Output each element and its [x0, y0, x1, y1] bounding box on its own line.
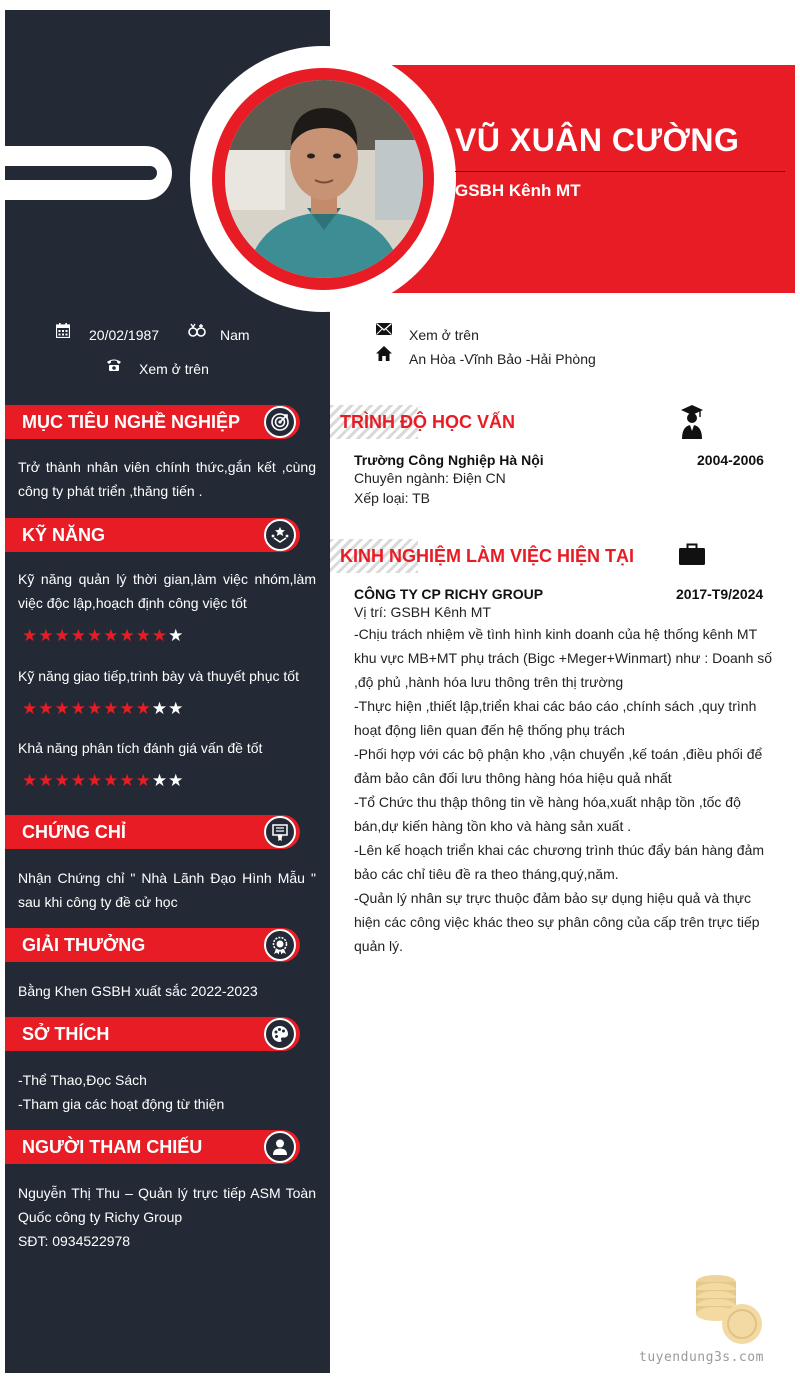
- dob-value: 20/02/1987: [89, 327, 160, 343]
- skill-2-label: Kỹ năng giao tiếp,trình bày và thuyết phục tốt: [18, 668, 299, 684]
- watermark-text: tuyendung3s.com: [639, 1350, 764, 1365]
- experience-period: 2017-T9/2024: [676, 586, 764, 602]
- certificates-text: Nhận Chứng chỉ " Nhà Lãnh Đạo Hình Mẫu " sau khi công ty đề cử học: [18, 870, 316, 910]
- gender-icon: [188, 323, 206, 343]
- education-major: Chuyên ngành: Điện CN: [354, 470, 506, 486]
- mail-icon: [376, 322, 392, 340]
- certificates-title: CHỨNG CHỈ: [22, 822, 126, 842]
- palette-icon: [264, 1018, 296, 1050]
- person-icon: [264, 1131, 296, 1163]
- awards-text: Bằng Khen GSBH xuất sắc 2022-2023: [18, 983, 258, 999]
- coins-logo-icon: [688, 1272, 768, 1353]
- experience-title: KINH NGHIỆM LÀM VIỆC HIỆN TẠI: [340, 546, 635, 566]
- duty-item: -Quản lý nhân sự trực thuộc đảm bảo sự dụng hiệu quả và thực hiện các công việc khác theo sự phân công của cấp trên trực tiếp quản lý.: [354, 890, 760, 954]
- gender-value: Nam: [220, 327, 250, 343]
- education-title: TRÌNH ĐỘ HỌC VẤN: [340, 412, 515, 432]
- profile-photo: [225, 80, 423, 278]
- duty-item: -Tổ Chức thu thập thông tin về hàng hóa,xuất nhập tồn ,tốc độ bán,dự kiến hàng tồn kho và hàng sản xuất .: [354, 794, 741, 834]
- skill-1-label: Kỹ năng quản lý thời gian,làm việc nhóm,làm việc độc lập,hoạch định công việc tốt: [18, 571, 316, 611]
- email-value: Xem ở trên: [409, 327, 479, 343]
- reference-phone: SĐT: 0934522978: [18, 1233, 131, 1249]
- education-period: 2004-2006: [697, 452, 764, 468]
- skill-1-rating: ★★★★★★★★★★: [22, 626, 185, 645]
- name-divider: [455, 171, 785, 172]
- decor-pill-inner: [5, 166, 157, 180]
- school-name: Trường Công Nghiệp Hà Nội: [354, 452, 544, 468]
- objective-text: Trở thành nhân viên chính thức,gắn kết ,cùng công ty phát triển ,thăng tiến .: [18, 459, 316, 499]
- hobby-1: -Thể Thao,Đọc Sách: [18, 1072, 147, 1088]
- awards-title: GIẢI THƯỞNG: [22, 935, 146, 955]
- duty-item: -Lên kế hoạch triển khai các chương trình thúc đẩy bán hàng đảm bảo các chỉ tiêu đề ra theo tháng,quý,năm.: [354, 842, 765, 882]
- skill-3-rating: ★★★★★★★★★★: [22, 771, 185, 790]
- duties-list: [354, 622, 774, 958]
- education-grade: Xếp loại: TB: [354, 490, 431, 506]
- calendar-icon: [56, 323, 70, 343]
- award-icon: [264, 929, 296, 961]
- skill-2-rating: ★★★★★★★★★★: [22, 699, 185, 718]
- duty-item: -Chịu trách nhiệm về tình hình kinh doanh của hệ thống kênh MT khu vực MB+MT phụ trách (Bigc +Meger+Winmart) như : Doanh số ,độ phủ ,hành hóa lưu thông trên thị trường: [354, 626, 773, 690]
- candidate-name: VŨ XUÂN CƯỜNG: [455, 122, 740, 158]
- reference-text: Nguyễn Thị Thu – Quản lý trực tiếp ASM Toàn Quốc công ty Richy Group: [18, 1185, 316, 1225]
- duty-item: -Thực hiện ,thiết lập,triển khai các báo cáo ,chính sách ,quy trình hoạt động liên quan đến hệ thống phụ trách: [354, 698, 757, 738]
- skill-3-label: Khả năng phân tích đánh giá vấn đề tốt: [18, 740, 263, 756]
- home-icon: [376, 346, 392, 366]
- skills-icon: [264, 519, 296, 551]
- skills-title: KỸ NĂNG: [22, 525, 106, 545]
- briefcase-icon: [679, 543, 705, 570]
- hobbies-title: SỞ THÍCH: [22, 1024, 110, 1044]
- references-title: NGƯỜI THAM CHIẾU: [22, 1137, 203, 1157]
- hobby-2: -Tham gia các hoạt động từ thiện: [18, 1096, 225, 1112]
- target-icon: [264, 406, 296, 438]
- phone-value: Xem ở trên: [139, 361, 209, 377]
- company-name: CÔNG TY CP RICHY GROUP: [354, 586, 544, 602]
- candidate-role: GSBH Kênh MT: [455, 181, 581, 200]
- graduate-icon: [680, 405, 704, 444]
- objective-title: MỤC TIÊU NGHỀ NGHIỆP: [22, 412, 241, 432]
- phone-icon: [106, 357, 122, 377]
- address-value: An Hòa -Vĩnh Bảo -Hải Phòng: [409, 351, 596, 367]
- duty-item: -Phối hợp với các bộ phận kho ,vận chuyển ,kế toán ,điều phối để đảm bảo cân đối lưu thông hàng hóa hiệu quả nhất: [354, 746, 763, 786]
- certificate-icon: [264, 816, 296, 848]
- experience-position: Vị trí: GSBH Kênh MT: [354, 604, 491, 620]
